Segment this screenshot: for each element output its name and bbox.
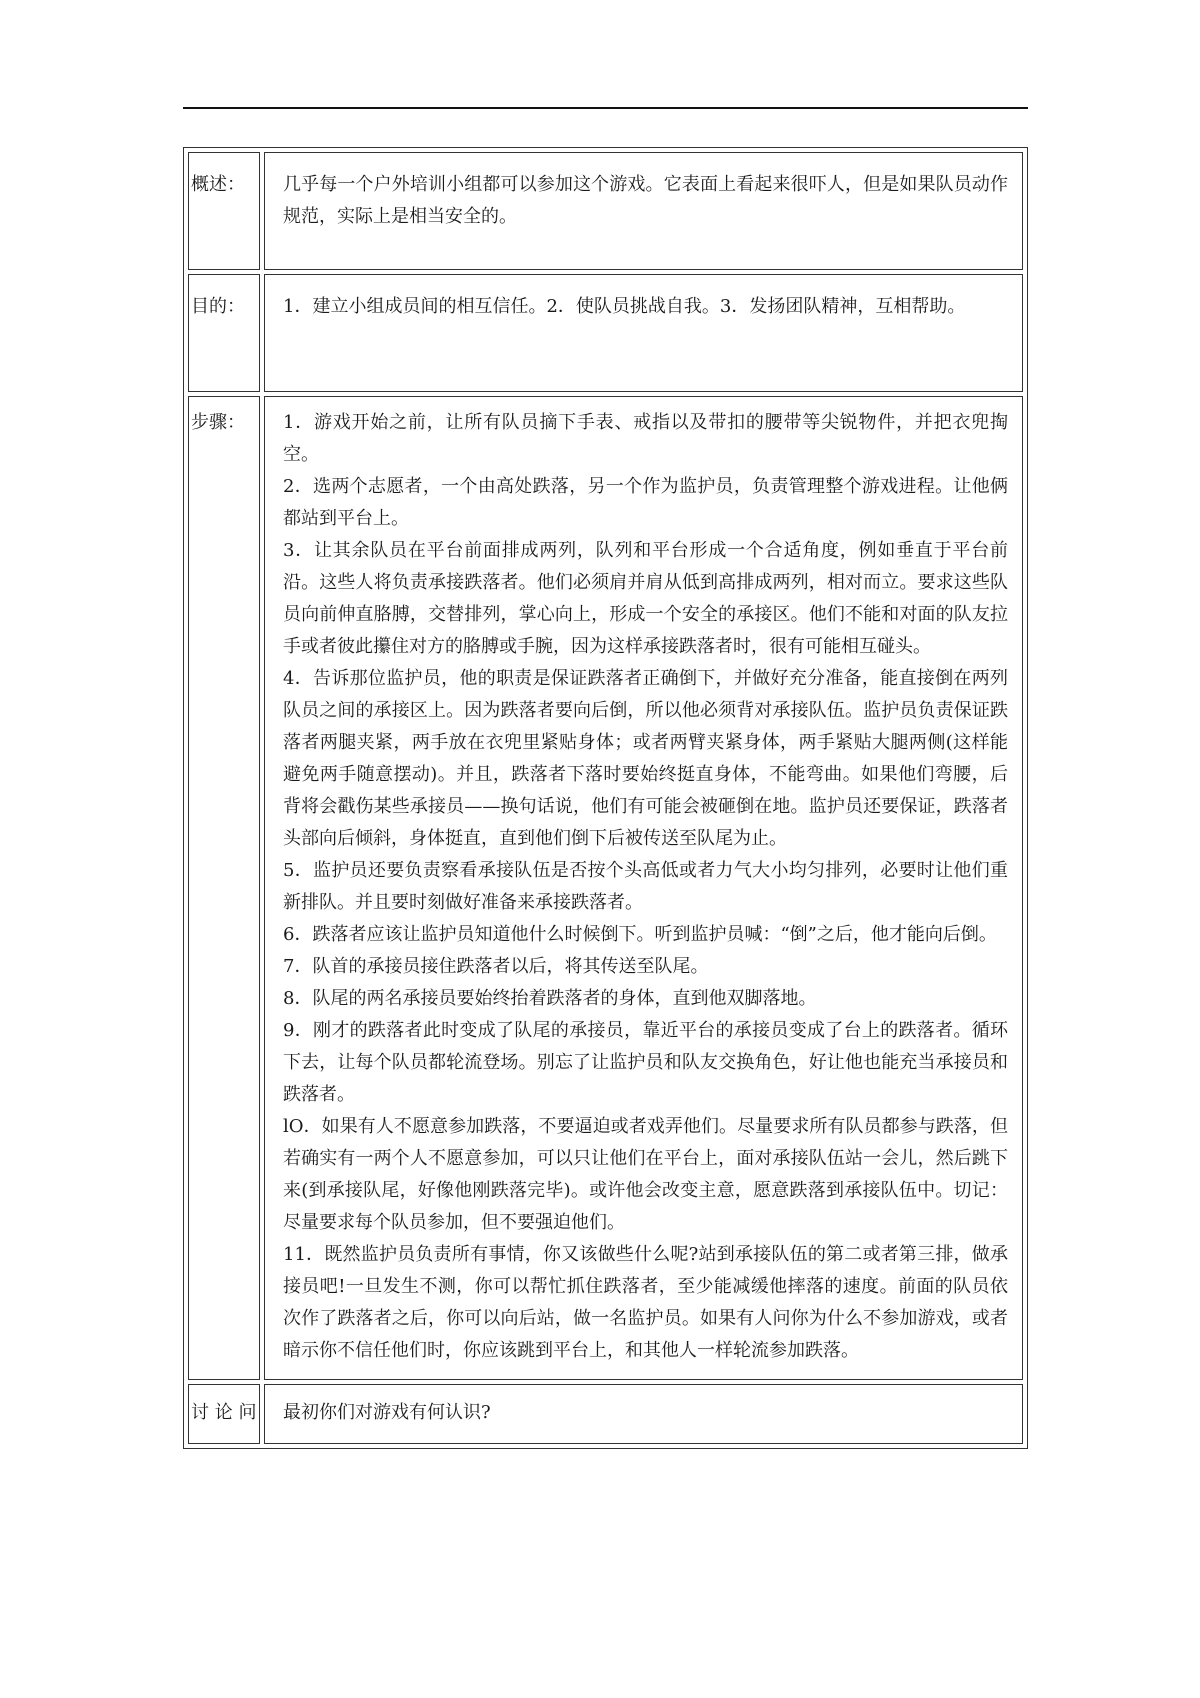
steps-list bbox=[264, 396, 1023, 1380]
step-item-11: 11．既然监护员负责所有事情，你又该做些什么呢?站到承接队伍的第二或者第三排，做承接员吧!一旦发生不测，你可以帮忙抓住跌落者，至少能减缓他摔落的速度。前面的队员依次作了跌落者之后，你可以向后站，做一名监护员。如果有人问你为什么不参加游戏，或者暗示你不信任他们时，你应该跳到平台上，和其他人一样轮流参加跌落。 bbox=[283, 1244, 1008, 1361]
game-description-table bbox=[183, 147, 1028, 1449]
step-item-7: 7．队首的承接员接住跌落者以后，将其传送至队尾。 bbox=[283, 956, 709, 977]
step-item-3: 3．让其余队员在平台前面排成两列，队列和平台形成一个合适角度，例如垂直于平台前沿。这些人将负责承接跌落者。他们必须肩并肩从低到高排成两列，相对而立。要求这些队员向前伸直胳膊，交替排列，掌心向上，形成一个安全的承接区。他们不能和对面的队友拉手或者彼此攥住对方的胳膊或手腕，因为这样承接跌落者时，很有可能相互碰头。 bbox=[283, 540, 1008, 657]
purpose-label: 目的： bbox=[188, 274, 260, 392]
discussion-text: 最初你们对游戏有何认识? bbox=[264, 1384, 1023, 1444]
step-item-5: 5．监护员还要负责察看承接队伍是否按个头高低或者力气大小均匀排列，必要时让他们重新排队。并且要时刻做好准备来承接跌落者。 bbox=[283, 860, 1008, 913]
discussion-label: 讨 论 问 bbox=[188, 1384, 260, 1444]
overview-label: 概述： bbox=[188, 152, 260, 270]
header-rule bbox=[183, 107, 1028, 109]
overview-text: 几乎每一个户外培训小组都可以参加这个游戏。它表面上看起来很吓人，但是如果队员动作规范，实际上是相当安全的。 bbox=[264, 152, 1023, 270]
step-item-10: lO．如果有人不愿意参加跌落，不要逼迫或者戏弄他们。尽量要求所有队员都参与跌落，但若确实有一两个人不愿意参加，可以只让他们在平台上，面对承接队伍站一会儿，然后跳下来(到承接队尾，好像他刚跌落完毕)。或许他会改变主意，愿意跌落到承接队伍中。切记：尽量要求每个队员参加，但不要强迫他们。 bbox=[283, 1116, 1008, 1233]
purpose-text: 1．建立小组成员间的相互信任。2．使队员挑战自我。3．发扬团队精神，互相帮助。 bbox=[264, 274, 1023, 392]
step-item-2: 2．选两个志愿者，一个由高处跌落，另一个作为监护员，负责管理整个游戏进程。让他俩都站到平台上。 bbox=[283, 476, 1008, 529]
table-row-steps bbox=[188, 396, 1023, 1380]
step-item-6: 6．跌落者应该让监护员知道他什么时候倒下。听到监护员喊：“倒”之后，他才能向后倒。 bbox=[283, 924, 997, 945]
steps-label: 步骤： bbox=[188, 396, 260, 1380]
table-row-discussion bbox=[188, 1384, 1023, 1444]
table-row-overview bbox=[188, 152, 1023, 270]
table-row-purpose bbox=[188, 274, 1023, 392]
step-item-8: 8．队尾的两名承接员要始终抬着跌落者的身体，直到他双脚落地。 bbox=[283, 988, 817, 1009]
step-item-4: 4．告诉那位监护员，他的职责是保证跌落者正确倒下，并做好充分准备，能直接倒在两列队员之间的承接区上。因为跌落者要向后倒，所以他必须背对承接队伍。监护员负责保证跌落者两腿夹紧，两手放在衣兜里紧贴身体；或者两臂夹紧身体，两手紧贴大腿两侧(这样能避免两手随意摆动)。并且，跌落者下落时要始终挺直身体，不能弯曲。如果他们弯腰，后背将会戳伤某些承接员——换句话说，他们有可能会被砸倒在地。监护员还要保证，跌落者头部向后倾斜，身体挺直，直到他们倒下后被传送至队尾为止。 bbox=[283, 668, 1008, 849]
step-item-1: 1．游戏开始之前，让所有队员摘下手表、戒指以及带扣的腰带等尖锐物件，并把衣兜掏空。 bbox=[283, 412, 1008, 465]
step-item-9: 9．刚才的跌落者此时变成了队尾的承接员，靠近平台的承接员变成了台上的跌落者。循环下去，让每个队员都轮流登场。别忘了让监护员和队友交换角色，好让他也能充当承接员和跌落者。 bbox=[283, 1020, 1008, 1105]
